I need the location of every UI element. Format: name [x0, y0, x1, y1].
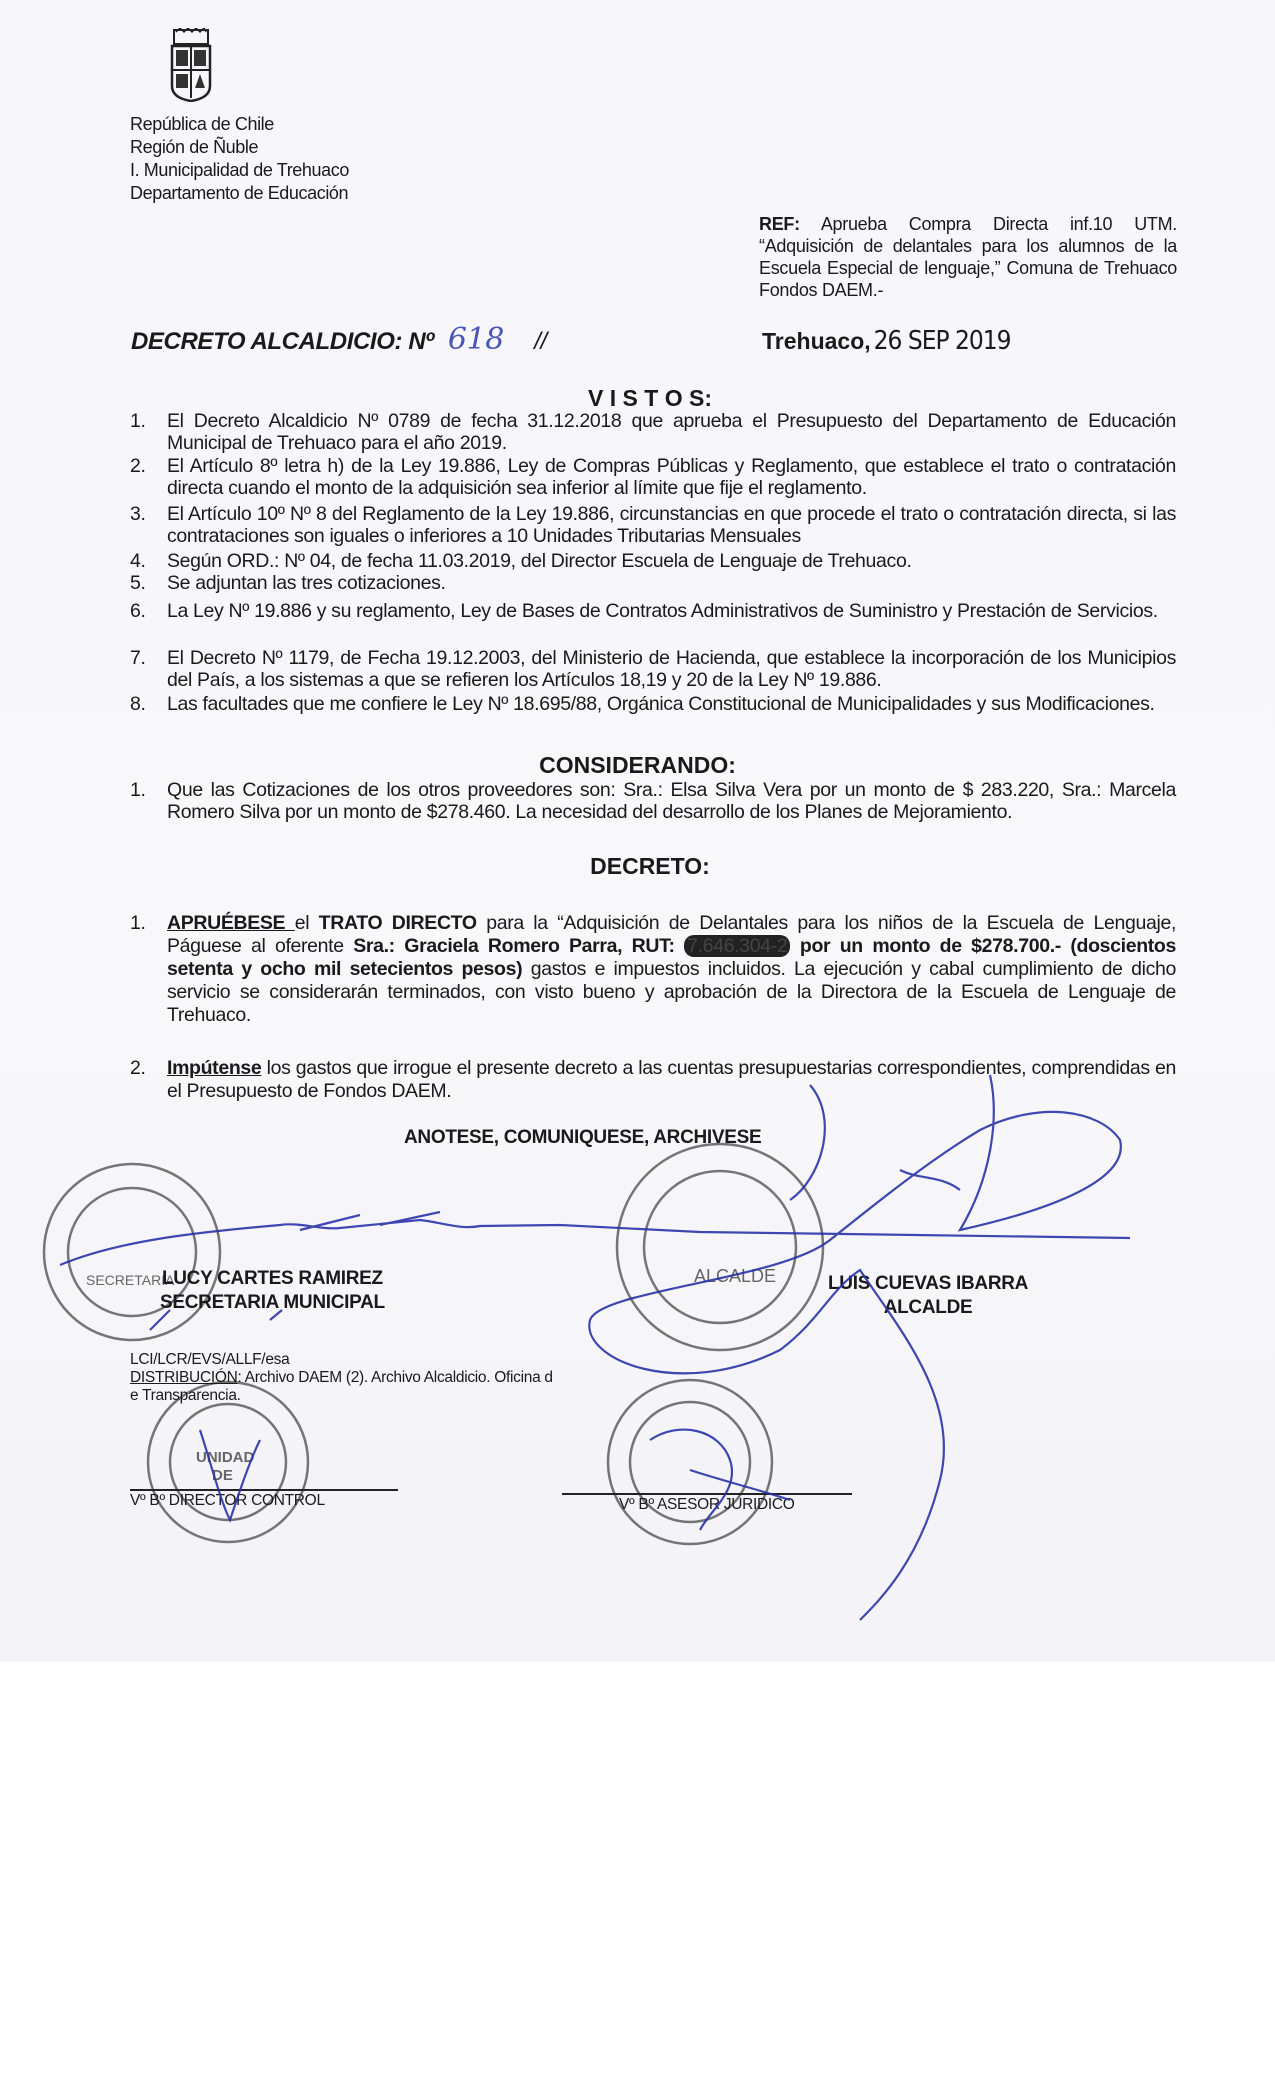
considerando-title: CONSIDERANDO:	[539, 752, 736, 778]
issuer-line: República de Chile	[130, 114, 274, 134]
list-item: 4. Según ORD.: Nº 04, de fecha 11.03.2019, del Director Escuela de Lenguaje de Trehuaco.	[130, 550, 1176, 572]
signature-line	[130, 1489, 398, 1491]
mayor-title: ALCALDE	[883, 1297, 973, 1318]
ref-text: Aprueba Compra Directa inf.10 UTM. “Adquisición de delantales para los alumnos de la Escuela Especial de lenguaje,” Comuna de Trehuaco Fondos DAEM.-	[759, 214, 1177, 300]
distribution-text: : Archivo DAEM (2). Archivo Alcaldicio. Oficina d	[237, 1369, 553, 1386]
svg-text:ALCALDE: ALCALDE	[694, 1266, 777, 1286]
list-item-text: Las facultades que me confiere le Ley Nº 18.695/88, Orgánica Constitucional de Municipalidades y sus Modificaciones.	[167, 693, 1155, 715]
decree-article-2: 2. Impútense los gastos que irrogue el presente decreto a las cuentas presupuestarias correspondientes, comprendidas en el Presupuesto de Fondos DAEM.	[130, 1057, 1176, 1102]
list-item-text: El Artículo 8º letra h) de la Ley 19.886, Ley de Compras Públicas y Reglamento, que establece el trato o contratación directa cuando el monto de la adquisición sea inferior al límite que fije el reglamento.	[167, 455, 1176, 499]
decree-article-1: 1. APRUÉBESE el TRATO DIRECTO para la “Adquisición de Delantales para los niños de la Escuela de Lenguaje, Páguese al oferente Sra.: Graciela Romero Parra, RUT: 7.646.304-2 por un monto de $278.700.- (doscientos setenta y ocho mil setecientos pesos) gastos e impuestos incluidos. La ejecución y cabal cumplimiento de dicho servicio se considerarán terminados, con visto bueno y aprobación de la Directora de la Escuela de Lenguaje de Trehuaco.	[130, 912, 1177, 1026]
list-item: 2. El Artículo 8º letra h) de la Ley 19.886, Ley de Compras Públicas y Reglamento, que establece el trato o contratación directa cuando el monto de la adquisición sea inferior al límite que fije el reglamento.	[130, 455, 1176, 499]
list-item: 7. El Decreto Nº 1179, de Fecha 19.12.2003, del Ministerio de Hacienda, que establece la incorporación de los Municipios del País, a los sistemas a que se refieren los Artículos 18,19 y 20 de la Ley Nº 19.886.	[130, 647, 1176, 691]
date-stamp: 26 SEP 2019	[873, 326, 1011, 356]
decree-number-line	[131, 322, 547, 357]
list-item: 6. La Ley Nº 19.886 y su reglamento, Ley de Bases de Contratos Administrativos de Suministro y Prestación de Servicios.	[130, 600, 1176, 622]
mayor-signature-block	[828, 1272, 1028, 1320]
issuer-line: Región de Ñuble	[130, 137, 259, 157]
text: los gastos que irrogue el presente decreto a las cuentas presupuestarias correspondientes, comprendidas en el Presupuesto de Fondos DAEM.	[167, 1057, 1176, 1102]
mayor-name: LUIS CUEVAS IBARRA	[828, 1273, 1029, 1294]
secretary-name: LUCY CARTES RAMIREZ	[161, 1268, 383, 1289]
text: para la “Adquisición de Delantales para los niños de la Escuela de Lenguaje, Páguese al oferente	[167, 912, 1177, 957]
amount: por un monto de $278.700.- (doscientos setenta y ocho mil setecientos pesos)	[167, 935, 1176, 980]
list-item-text: Según ORD.: Nº 04, de fecha 11.03.2019, del Director Escuela de Lenguaje de Trehuaco.	[167, 550, 912, 572]
list-item-text: El Decreto Alcaldicio Nº 0789 de fecha 31.12.2018 que aprueba el Presupuesto del Departamento de Educación Municipal de Trehuaco para el año 2019.	[167, 410, 1176, 454]
list-item: 8. Las facultades que me confiere le Ley Nº 18.695/88, Orgánica Constitucional de Municipalidades y sus Modificaciones.	[130, 693, 1176, 715]
decree-label: DECRETO ALCALDICIO: Nº	[131, 328, 434, 355]
text: el	[294, 912, 319, 934]
control-approval: Vº Bº DIRECTOR CONTROL	[130, 1492, 325, 1509]
secretary-signature-block	[160, 1267, 385, 1315]
text: gastos e impuestos incluidos. La ejecución y cabal cumplimiento de dicho servicio se considerarán terminados, con visto bueno y aprobación de la Directora de la Escuela de Lenguaje de Trehuaco.	[167, 958, 1176, 1026]
issuer-line: Departamento de Educación	[130, 183, 349, 203]
list-item: 5. Se adjuntan las tres cotizaciones.	[130, 572, 1176, 594]
issuer-header	[130, 113, 349, 205]
svg-text:SECRETARIA: SECRETARIA	[86, 1272, 175, 1288]
list-item: 1. El Decreto Alcaldicio Nº 0789 de fecha 31.12.2018 que aprueba el Presupuesto del Departamento de Educación Municipal de Trehuaco para el año 2019.	[130, 410, 1176, 454]
decreto-title: DECRETO:	[590, 853, 710, 879]
oferente: Sra.: Graciela Romero Parra, RUT:	[353, 935, 675, 957]
distribution-text-2: e Transparencia.	[130, 1387, 241, 1404]
vistos-title: V I S T O S:	[588, 385, 712, 411]
decree-suffix: //	[534, 328, 547, 355]
place: Trehuaco,	[762, 328, 871, 354]
initials: LCI/LCR/EVS/ALLF/esa	[130, 1351, 290, 1368]
list-item-text: Se adjuntan las tres cotizaciones.	[167, 572, 446, 594]
redacted-rut: 7.646.304-2	[684, 935, 790, 957]
list-item-text: El Artículo 10º Nº 8 del Reglamento de la Ley 19.886, circunstancias en que procede el trato o contratación directa, si las contrataciones son iguales o inferiores a 10 Unidades Tributarias Mensuales	[167, 503, 1176, 547]
svg-text:UNIDAD: UNIDAD	[196, 1449, 255, 1466]
article-text	[167, 912, 1176, 1027]
decree-number: 618	[447, 322, 504, 357]
list-item: 1. Que las Cotizaciones de los otros proveedores son: Sra.: Elsa Silva Vera por un monto de $ 283.220, Sra.: Marcela Romero Silva por un monto de $278.460. La necesidad del desarrollo de los Planes de Mejoramiento.	[130, 779, 1176, 823]
coat-of-arms-icon	[168, 28, 214, 102]
place-date	[762, 326, 1011, 356]
apruebese: APRUÉBESE	[167, 912, 295, 934]
footer	[130, 1352, 553, 1404]
imputense: Impútense	[167, 1057, 262, 1079]
ref-label: REF:	[759, 214, 800, 234]
list-item-text: El Decreto Nº 1179, de Fecha 19.12.2003, del Ministerio de Hacienda, que establece la incorporación de los Municipios del País, a los sistemas a que se refieren los Artículos 18,19 y 20 de la Ley Nº 19.886.	[167, 647, 1176, 691]
legal-approval: Vº Bº ASESOR JURIDICO	[619, 1496, 795, 1513]
closing-formula: ANOTESE, COMUNIQUESE, ARCHIVESE	[404, 1127, 762, 1148]
list-item-text: Que las Cotizaciones de los otros proveedores son: Sra.: Elsa Silva Vera por un monto de $ 283.220, Sra.: Marcela Romero Silva por un monto de $278.460. La necesidad del desarrollo de los Planes de Mejoramiento.	[167, 779, 1176, 823]
distribution-label: DISTRIBUCIÓN	[130, 1369, 238, 1386]
signature-line	[562, 1493, 852, 1495]
reference-block	[759, 213, 1177, 301]
list-item: 3. El Artículo 10º Nº 8 del Reglamento de la Ley 19.886, circunstancias en que procede el trato o contratación directa, si las contrataciones son iguales o inferiores a 10 Unidades Tributarias Mensuales	[130, 503, 1176, 547]
list-item-text: La Ley Nº 19.886 y su reglamento, Ley de Bases de Contratos Administrativos de Suministro y Prestación de Servicios.	[167, 600, 1158, 622]
secretary-title: SECRETARIA MUNICIPAL	[160, 1292, 385, 1313]
article-text	[167, 1057, 1176, 1103]
trato-directo: TRATO DIRECTO	[318, 912, 477, 934]
svg-text:DE: DE	[212, 1467, 233, 1484]
issuer-line: I. Municipalidad de Trehuaco	[130, 160, 349, 180]
